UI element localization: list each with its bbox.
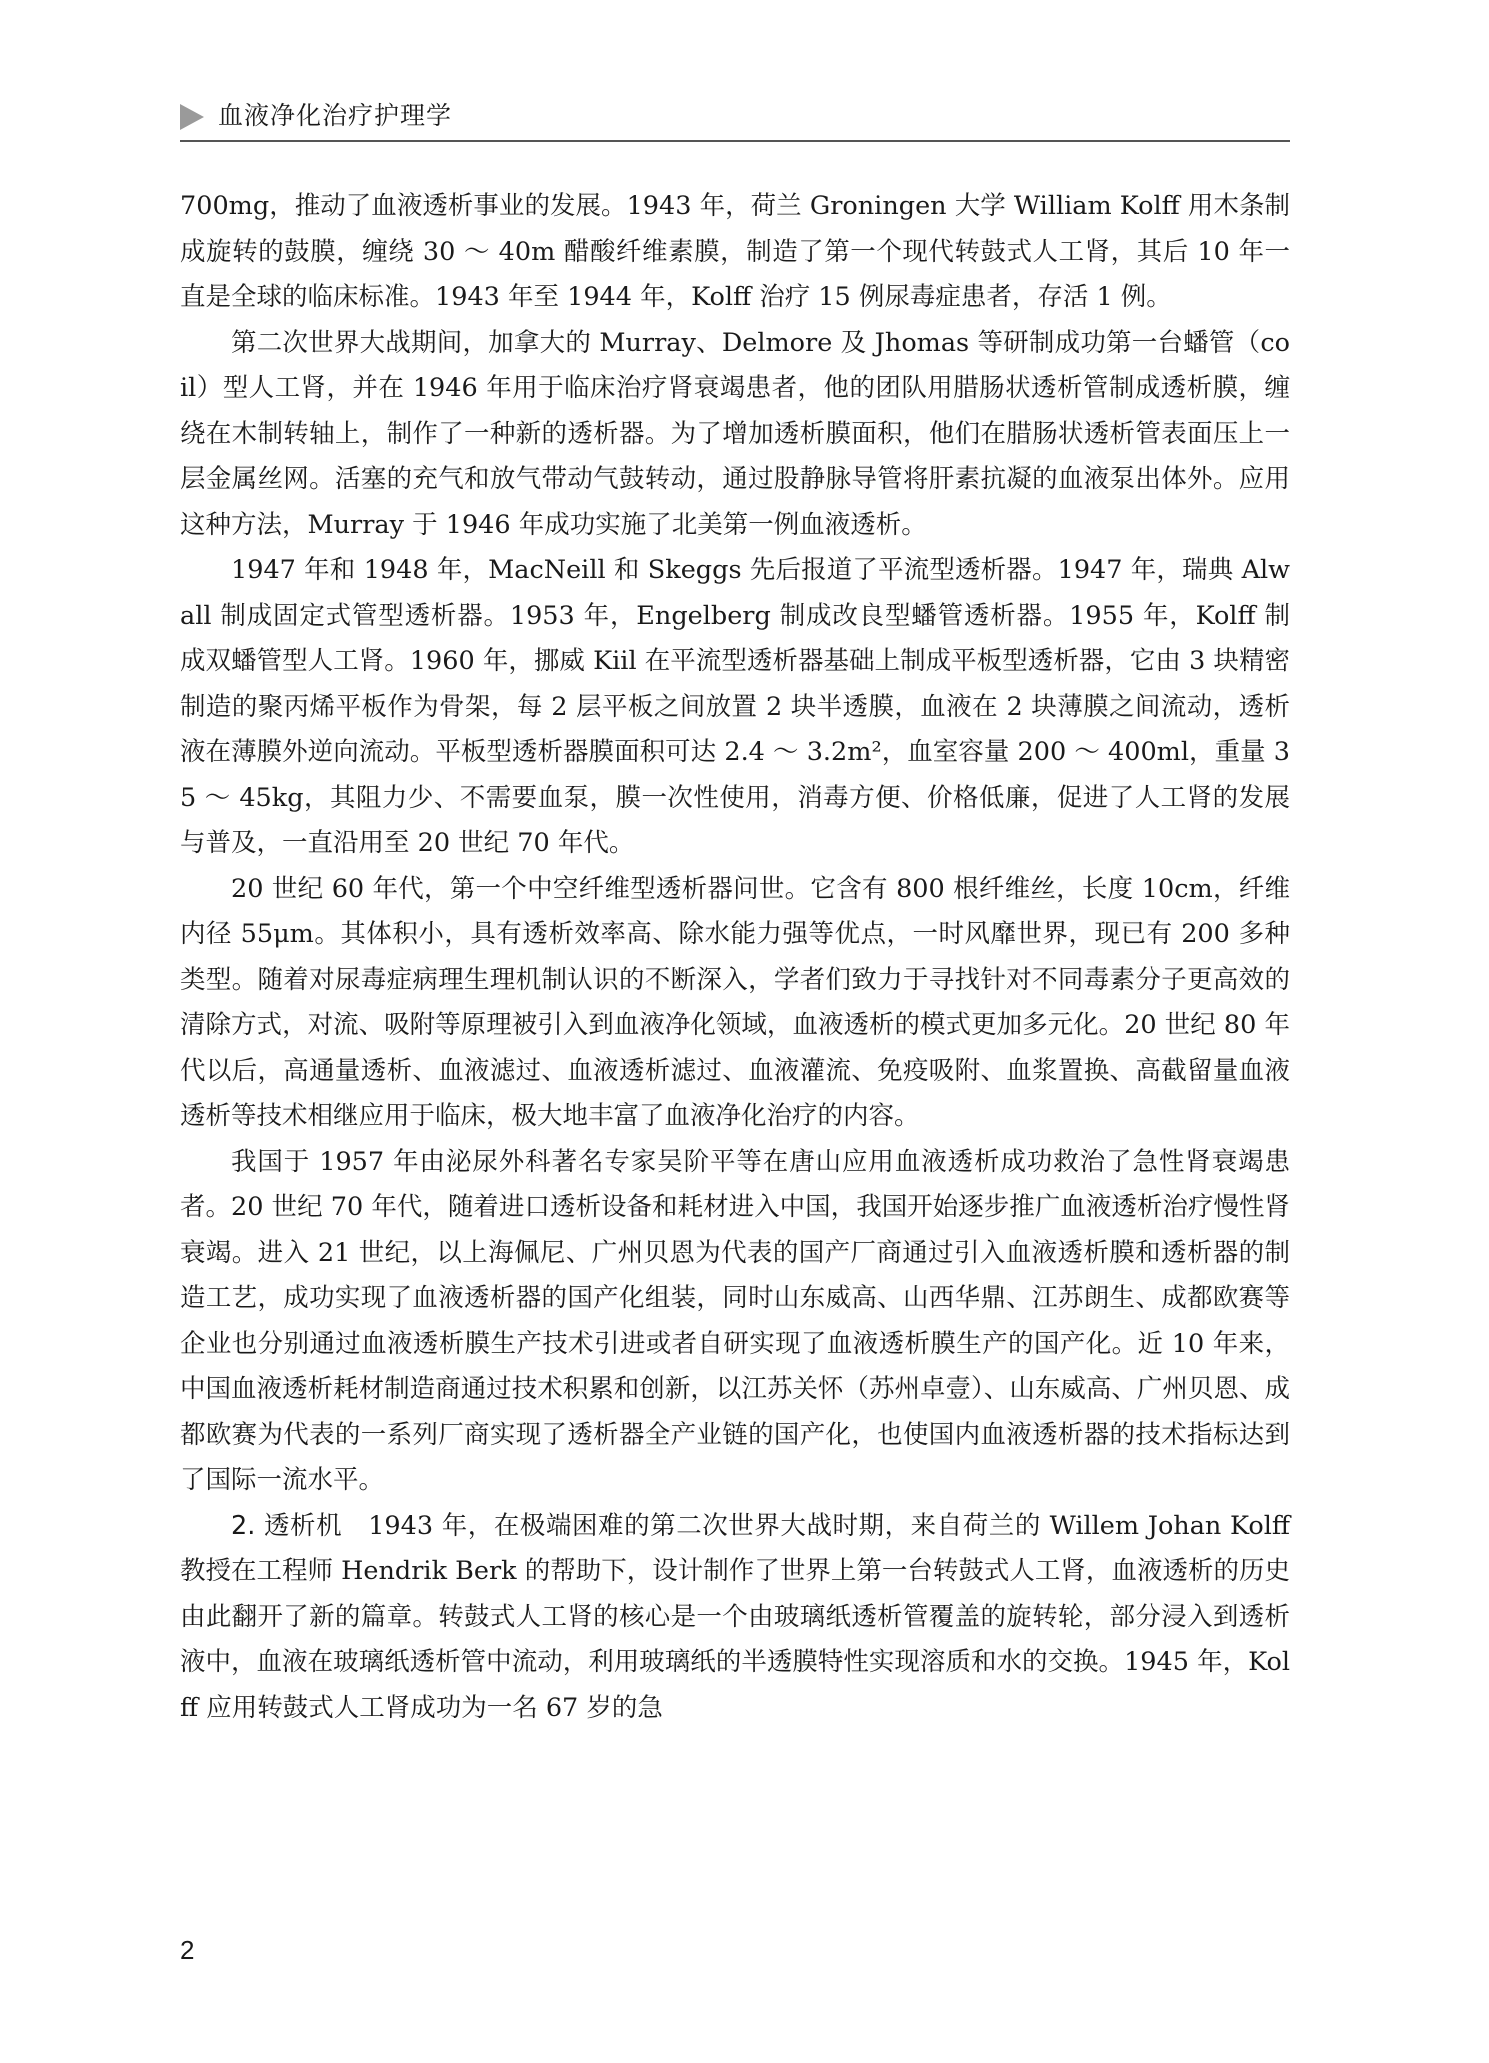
- body-text: [180, 184, 1290, 1731]
- section-paragraph: [180, 1504, 1290, 1732]
- running-header: [180, 100, 1290, 142]
- paragraph-4: 20 世纪 60 年代，第一个中空纤维型透析器问世。它含有 800 根纤维丝，长度 10cm，纤维内径 55μm。其体积小，具有透析效率高、除水能力强等优点，一时风靡世界，现已有 200 多种类型。随着对尿毒症病理生理机制认识的不断深入，学者们致力于寻找针对不同毒素分子更高效的清除方式，对流、吸附等原理被引入到血液净化领域，血液透析的模式更加多元化。20 世纪 80 年代以后，高通量透析、血液滤过、血液透析滤过、血液灌流、免疫吸附、血浆置换、高截留量血液透析等技术相继应用于临床，极大地丰富了血液净化治疗的内容。: [180, 873, 1290, 1131]
- paragraph-3: 1947 年和 1948 年，MacNeill 和 Skeggs 先后报道了平流型透析器。1947 年，瑞典 Alwall 制成固定式管型透析器。1953 年，Engelberg 制成改良型蟠管透析器。1955 年，Kolff 制成双蟠管型人工肾。1960 年，挪威 Kiil 在平流型透析器基础上制成平板型透析器，它由 3 块精密制造的聚丙烯平板作为骨架，每 2 层平板之间放置 2 块半透膜，血液在 2 块薄膜之间流动，透析液在薄膜外逆向流动。平板型透析器膜面积可达 2.4 ～ 3.2m²，血室容量 200 ～ 400ml，重量 35 ～ 45kg，其阻力少、不需要血泵，膜一次性使用，消毒方便、价格低廉，促进了人工肾的发展与普及，一直沿用至 20 世纪 70 年代。: [180, 555, 1290, 858]
- section-text: 1943 年，在极端困难的第二次世界大战时期，来自荷兰的 Willem Johan Kolff 教授在工程师 Hendrik Berk 的帮助下，设计制作了世界上第一台转鼓式人工肾，血液透析的历史由此翻开了新的篇章。转鼓式人工肾的核心是一个由玻璃纸透析管覆盖的旋转轮，部分浸入到透析液中，血液在玻璃纸透析管中流动，利用玻璃纸的半透膜特性实现溶质和水的交换。1945 年，Kolff 应用转鼓式人工肾成功为一名 67 岁的急: [180, 1510, 1290, 1723]
- paragraph-5: 我国于 1957 年由泌尿外科著名专家吴阶平等在唐山应用血液透析成功救治了急性肾衰竭患者。20 世纪 70 年代，随着进口透析设备和耗材进入中国，我国开始逐步推广血液透析治疗慢性肾衰竭。进入 21 世纪，以上海佩尼、广州贝恩为代表的国产厂商通过引入血液透析膜和透析器的制造工艺，成功实现了血液透析器的国产化组装，同时山东威高、山西华鼎、江苏朗生、成都欧赛等企业也分别通过血液透析膜生产技术引进或者自研实现了血液透析膜生产的国产化。近 10 年来，中国血液透析耗材制造商通过技术积累和创新，以江苏关怀（苏州卓壹）、山东威高、广州贝恩、成都欧赛为代表的一系列厂商实现了透析器全产业链的国产化，也使国内血液透析器的技术指标达到了国际一流水平。: [180, 1146, 1290, 1495]
- page-number: 2: [180, 1935, 195, 1965]
- paragraph-1: 700mg，推动了血液透析事业的发展。1943 年，荷兰 Groningen 大学 William Kolff 用木条制成旋转的鼓膜，缠绕 30 ～ 40m 醋酸纤维素膜，制造了第一个现代转鼓式人工肾，其后 10 年一直是全球的临床标准。1943 年至 1944 年，Kolff 治疗 15 例尿毒症患者，存活 1 例。: [180, 191, 1290, 312]
- paragraph-2: 第二次世界大战期间，加拿大的 Murray、Delmore 及 Jhomas 等研制成功第一台蟠管（coil）型人工肾，并在 1946 年用于临床治疗肾衰竭患者，他的团队用腊肠状透析管制成透析膜，缠绕在木制转轴上，制作了一种新的透析器。为了增加透析膜面积，他们在腊肠状透析管表面压上一层金属丝网。活塞的充气和放气带动气鼓转动，通过股静脉导管将肝素抗凝的血液泵出体外。应用这种方法，Murray 于 1946 年成功实施了北美第一例血液透析。: [180, 327, 1290, 540]
- triangle-arrow-icon: [180, 104, 204, 130]
- book-title: 血液净化治疗护理学: [218, 101, 453, 130]
- section-heading: 2. 透析机: [231, 1510, 343, 1541]
